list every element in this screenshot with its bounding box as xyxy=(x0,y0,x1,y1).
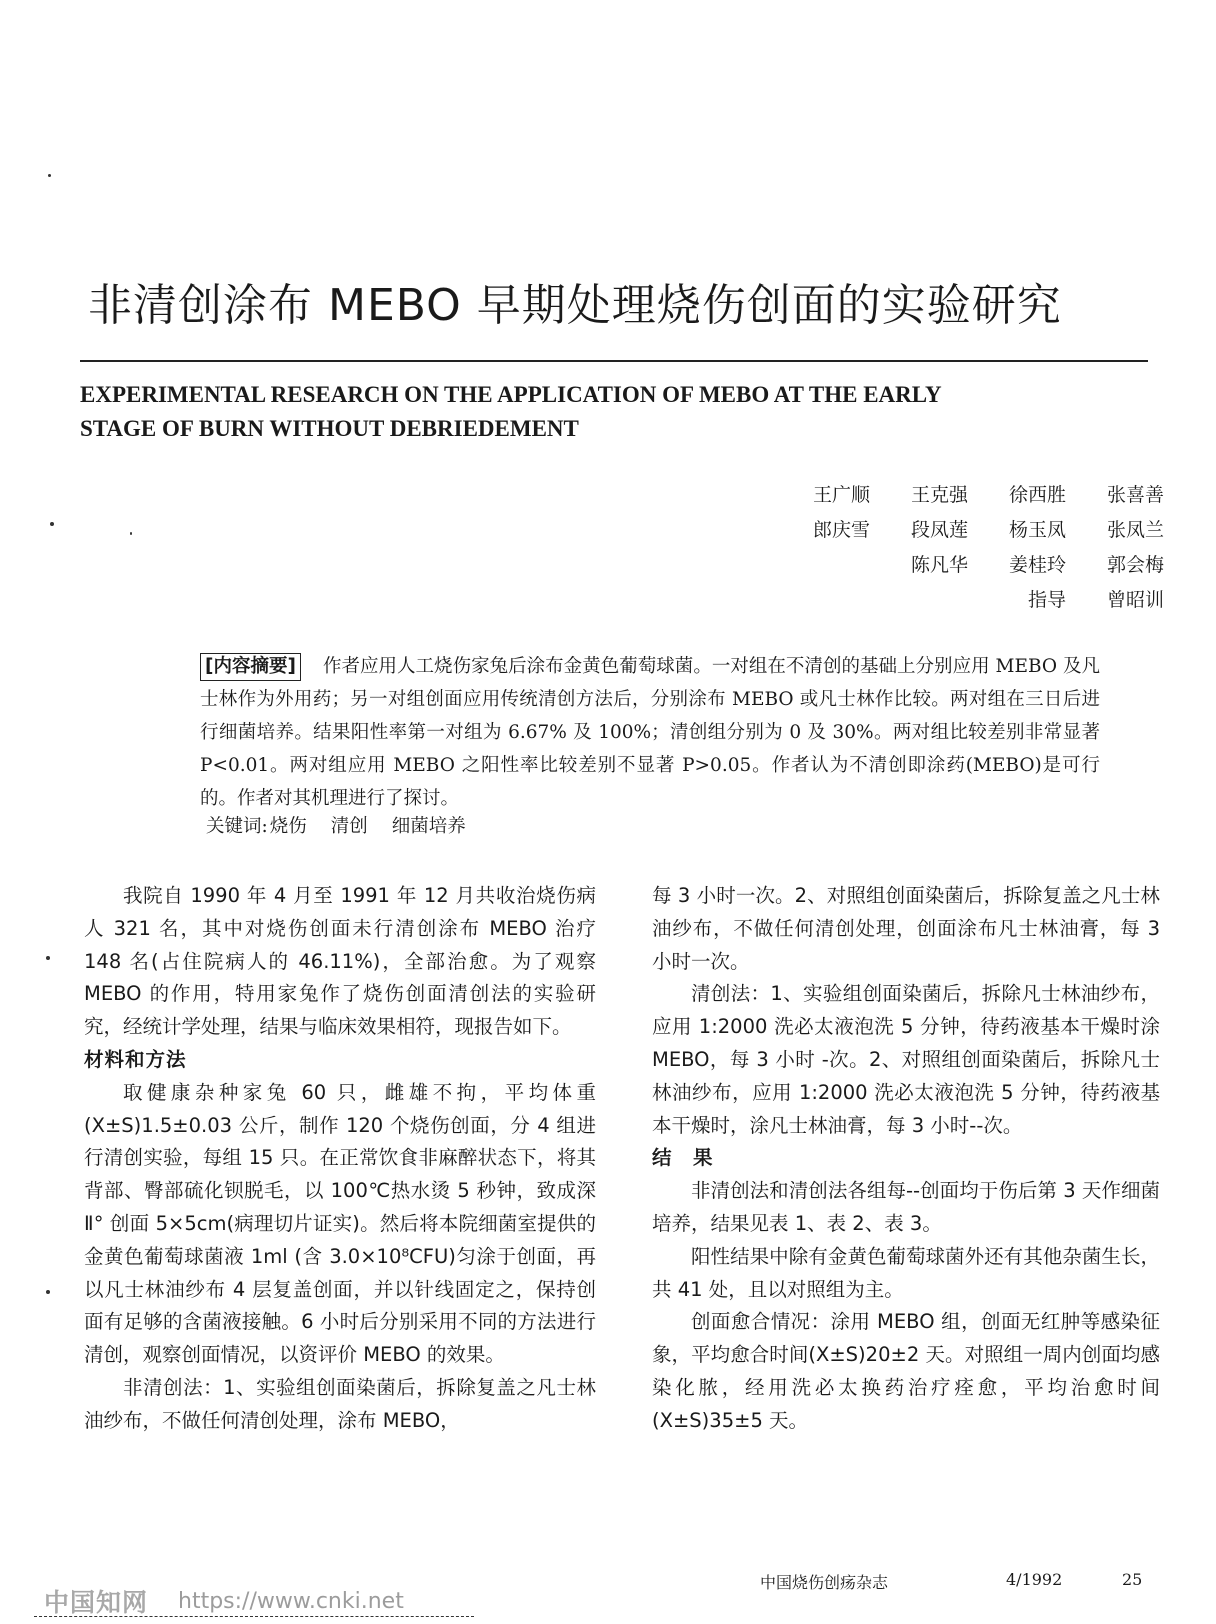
bottom-divider xyxy=(34,1616,474,1617)
abstract-text: 作者应用人工烧伤家兔后涂布金黄色葡萄球菌。一对组在不清创的基础上分别应用 MEBO 及凡士林作为外用药；另一对组创面应用传统清创方法后，分别涂布 MEBO 或凡士林作比较。两对组在三日后进行细菌培养。结果阳性率第一对组为 6.67% 及 100%；清创组分别为 0 及 30%。两对组比较差别非常显著 P<0.01。两对组应用 MEBO 之阳性率比较差别不显著 P>0.05。作者认为不清创即涂药(MEBO)是可行的。作者对其机理进行了探讨。 xyxy=(200,656,1100,809)
debridement-paragraph: 清创法：1、实验组创面染菌后，拆除凡士林油纱布，应用 1:2000 洗必太液泡洗 5 分钟，待药液基本干燥时涂 MEBO，每 3 小时 -次。2、对照组创面染菌后，拆除凡士林油纱布，应用 1:2000 洗必太液泡洗 5 分钟，待药液基本干燥时，涂凡士林油膏，每 3 小时--次。 xyxy=(652,982,1160,1137)
keywords xyxy=(206,812,490,842)
body-column-right xyxy=(652,880,1160,1438)
advisor-name: 曾昭训 xyxy=(1106,589,1164,611)
results-paragraph: 非清创法和清创法各组每--创面均于伤后第 3 天作细菌培养，结果见表 1、表 2、表 3。 xyxy=(652,1179,1160,1235)
scan-dot xyxy=(50,522,54,526)
author-name: 张喜善 xyxy=(1106,484,1164,506)
scan-dot xyxy=(48,174,51,177)
author-name: 姜桂玲 xyxy=(1008,554,1066,576)
healing-paragraph: 创面愈合情况：涂用 MEBO 组，创面无红肿等感染征象，平均愈合时间(X±S)20±2 天。对照组一周内创面均感染化脓，经用洗必太换药治疗痊愈，平均治愈时间(X±S)35±5 天。 xyxy=(652,1310,1160,1432)
methods-paragraph: 取健康杂种家兔 60 只，雌雄不拘，平均体重(X±S)1.5±0.03 公斤，制作 120 个烧伤创面，分 4 组进行清创实验，每组 15 只。在正常饮食非麻醉状态下，将其背部、臀部硫化钡脱毛，以 100℃热水烫 5 秒钟，致成深 Ⅱ° 创面 5×5cm(病理切片证实)。然后将本院细菌室提供的金黄色葡萄球菌液 1ml (含 3.0×10⁸CFU)匀涂于创面，再以凡士林油纱布 4 层复盖创面，并以针线固定之，保持创面有足够的含菌液接触。6 小时后分别采用不同的方法进行清创，观察创面情况，以资评价 MEBO 的效果。 xyxy=(84,1080,596,1367)
author-name: 段凤莲 xyxy=(910,519,968,541)
title-divider xyxy=(80,360,1148,362)
keywords-label: 关键词: xyxy=(206,816,268,837)
cnki-logo: 中国知网 xyxy=(44,1588,149,1617)
author-name: 王克强 xyxy=(910,484,968,506)
footer-journal-name: 中国烧伤创疡杂志 xyxy=(760,1573,889,1592)
body-column-left xyxy=(84,880,596,1438)
keyword: 烧伤 xyxy=(269,816,307,837)
cnki-watermark xyxy=(44,1583,404,1619)
author-row xyxy=(772,478,1164,513)
scan-dot xyxy=(46,956,50,960)
title-chinese: 非清创涂布 MEBO 早期处理烧伤创面的实验研究 xyxy=(88,280,1062,331)
scan-dot xyxy=(130,532,132,535)
intro-paragraph: 我院自 1990 年 4 月至 1991 年 12 月共收治烧伤病人 321 名，其中对烧伤创面未行清创涂布 MEBO 治疗 148 名(占住院病人的 46.11%)，全部治愈。为了观察 MEBO 的作用，特用家兔作了烧伤创面清创法的实验研究，经统计学处理，结果与临床效果相符，现报告如下。 xyxy=(84,884,596,1039)
keyword: 清创 xyxy=(330,816,368,837)
title-english xyxy=(80,378,1080,446)
author-name: 张凤兰 xyxy=(1106,519,1164,541)
author-name: 王广顺 xyxy=(812,484,870,506)
page-number: 25 xyxy=(1122,1570,1143,1589)
section-heading-results: 结 果 xyxy=(652,1146,714,1170)
non-debridement-paragraph: 非清创法：1、实验组创面染菌后，拆除复盖之凡士林油纱布，不做任何清创处理，涂布 MEBO， xyxy=(84,1375,596,1432)
abstract-label: [内容摘要] xyxy=(200,653,301,681)
author-row xyxy=(772,513,1164,548)
control-paragraph: 每 3 小时一次。2、对照组创面染菌后，拆除复盖之凡士林油纱布，不做任何清创处理，创面涂布凡士林油膏，每 3 小时一次。 xyxy=(652,884,1160,973)
abstract xyxy=(200,650,1100,815)
advisor-label: 指导 xyxy=(1027,589,1066,611)
cnki-url[interactable]: https://www.cnki.net xyxy=(178,1588,404,1614)
author-name: 郎庆雪 xyxy=(812,519,870,541)
section-heading-methods: 材料和方法 xyxy=(84,1047,187,1071)
author-name: 陈凡华 xyxy=(910,554,968,576)
author-name: 徐西胜 xyxy=(1008,484,1066,506)
results-paragraph: 阳性结果中除有金黄色葡萄球菌外还有其他杂菌生长，共 41 处，且以对照组为主。 xyxy=(652,1244,1160,1301)
author-list xyxy=(772,478,1164,618)
footer-issue: 4/1992 xyxy=(1006,1570,1063,1589)
title-english-line-2: STAGE OF BURN WITHOUT DEBRIEDEMENT xyxy=(80,416,579,441)
author-name: 郭会梅 xyxy=(1106,554,1164,576)
author-name: 杨玉凤 xyxy=(1008,519,1066,541)
advisor-row xyxy=(772,583,1164,618)
scan-dot xyxy=(46,1290,50,1294)
title-english-line-1: EXPERIMENTAL RESEARCH ON THE APPLICATION OF MEBO AT THE EARLY xyxy=(80,382,942,407)
author-row xyxy=(772,548,1164,583)
keyword: 细菌培养 xyxy=(391,816,466,837)
